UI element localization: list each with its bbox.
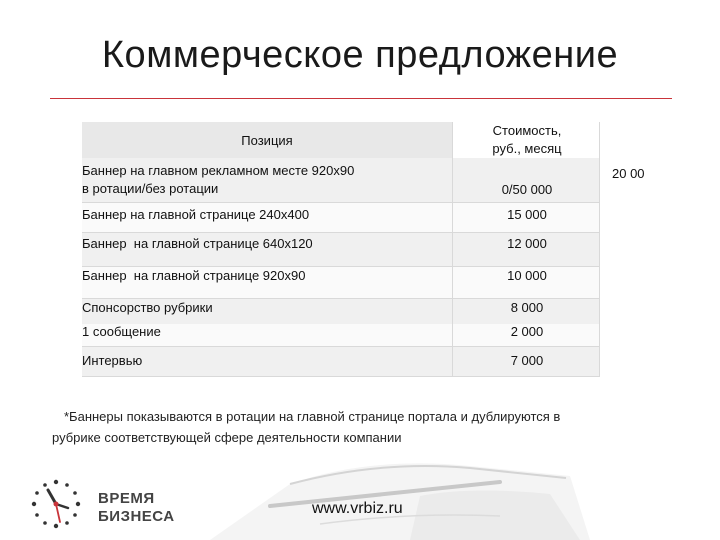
clock-icon (30, 478, 82, 530)
header-cost-line1: Стоимость, (492, 123, 562, 138)
row-position: 1 сообщение (82, 324, 161, 339)
row-position-line1: Баннер на главном рекламном месте 920х90 (82, 163, 355, 178)
header-cost (454, 122, 600, 158)
footnote-line2: рубрике соответствующей сфере деятельности компании (52, 430, 402, 445)
logo-text (98, 490, 175, 526)
row-divider (82, 232, 600, 233)
row-position: Баннер на главной странице 640х120 (82, 236, 313, 251)
row-position: Баннер на главной странице 920х90 (82, 268, 306, 283)
website-url[interactable]: www.vrbiz.ru (312, 500, 403, 517)
row-cost: 12 000 (507, 236, 547, 251)
row-divider (82, 376, 600, 377)
row-cost: 10 000 (507, 268, 547, 283)
logo-line2: БИЗНЕСА (98, 508, 175, 525)
logo-line1: ВРЕМЯ (98, 490, 155, 507)
header-position: Позиция (82, 122, 452, 158)
header-cost-line2: руб., месяц (492, 141, 562, 156)
row-cost: 0/50 000 (501, 182, 553, 197)
notebook-pen-decoration (170, 436, 590, 540)
price-table (82, 122, 600, 376)
column-divider (452, 122, 453, 376)
row-cost: 15 000 (507, 207, 547, 222)
page-title: Коммерческое предложение (101, 34, 619, 76)
row-position: Интервью (82, 353, 143, 368)
row-cost: 7 000 (510, 353, 544, 368)
footnote-line1: *Баннеры показываются в ротации на главной странице портала и дублируются в (64, 409, 561, 424)
row-position (82, 162, 452, 198)
row-cost: 2 000 (510, 324, 544, 339)
row-position: Баннер на главной странице 240х400 (82, 207, 310, 222)
row-divider (82, 346, 600, 347)
row-divider (82, 298, 600, 299)
row-position: Спонсорство рубрики (82, 300, 213, 315)
row-cost: 8 000 (510, 300, 544, 315)
row-divider (82, 266, 600, 267)
overflow-cost: 20 00 (612, 166, 645, 181)
title-divider (50, 98, 672, 99)
row-divider (82, 202, 600, 203)
row-position-line2: в ротации/без ротации (82, 181, 219, 196)
